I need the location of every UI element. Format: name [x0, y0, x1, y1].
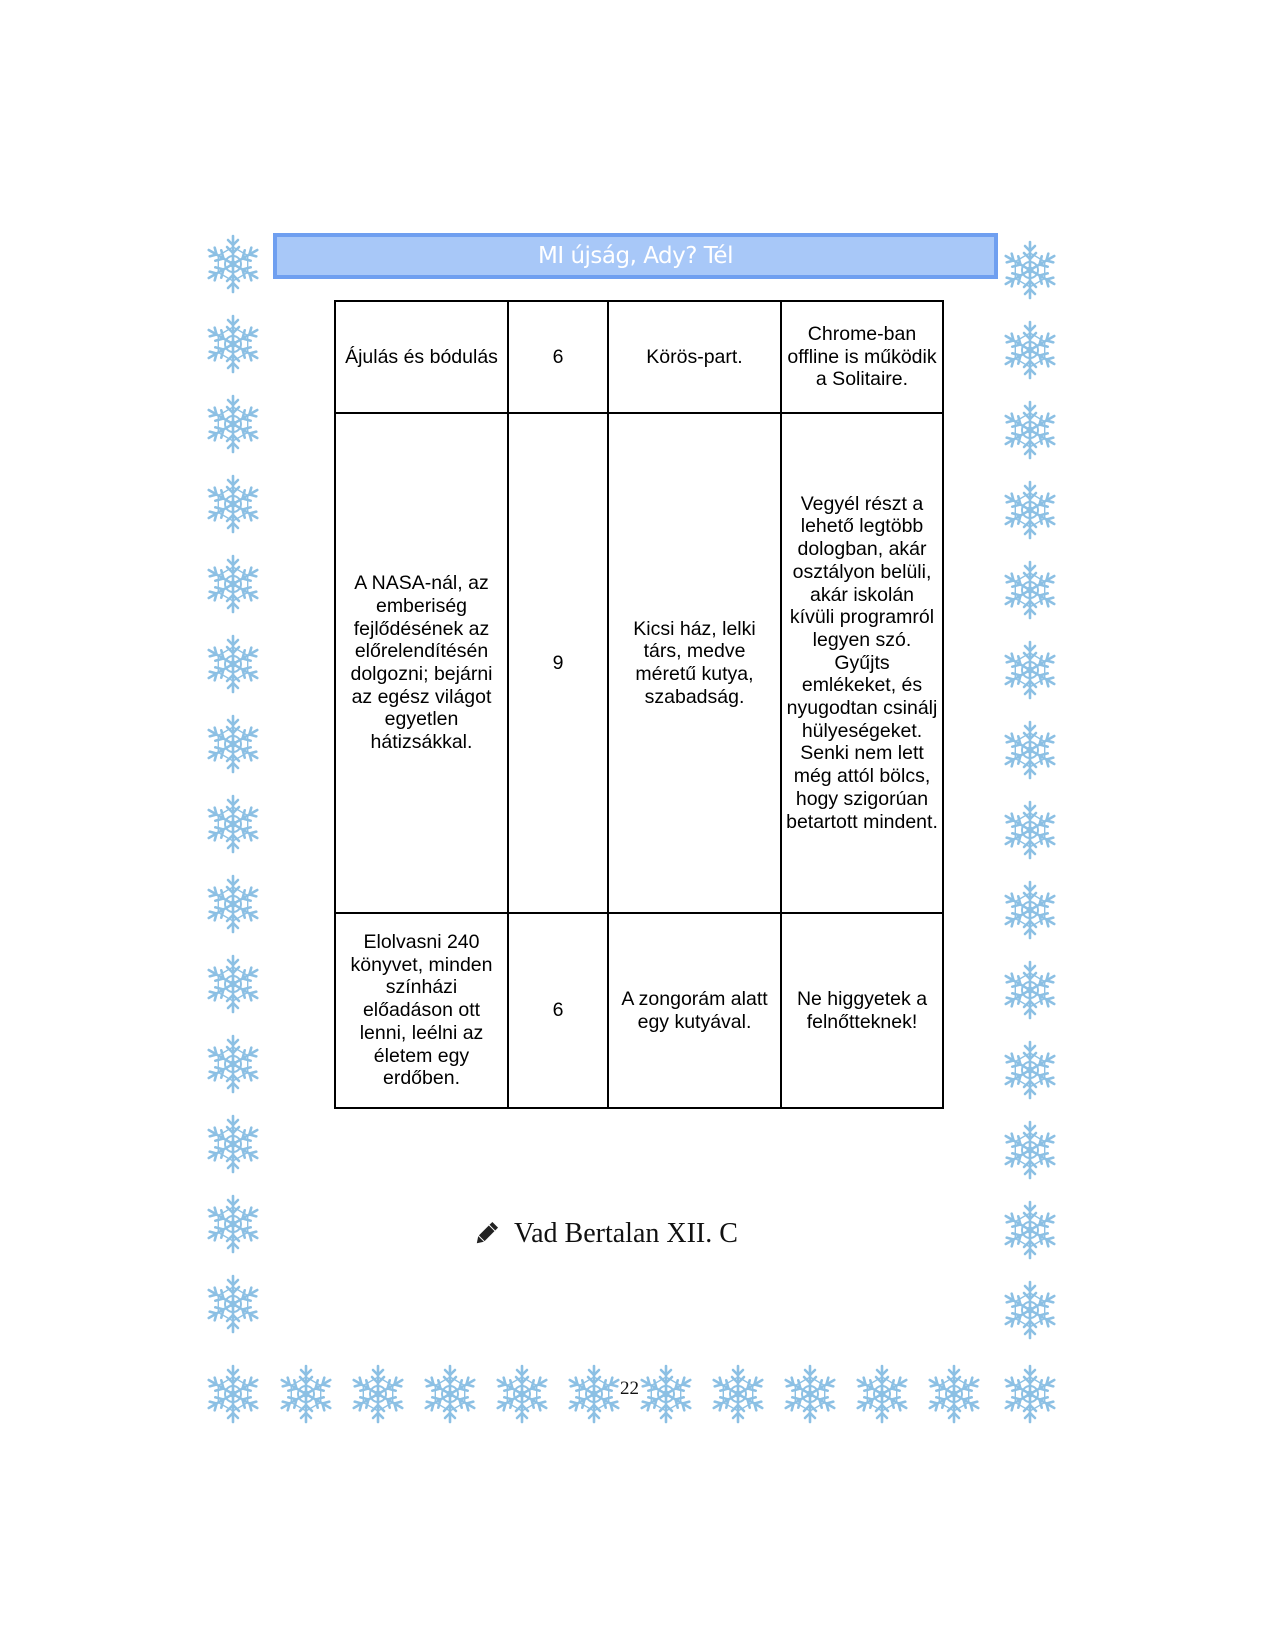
snowflake-icon	[634, 1362, 698, 1426]
header-bar	[273, 233, 998, 279]
author-name: Vad Bertalan XII. C	[514, 1218, 738, 1249]
table-row	[335, 913, 943, 1108]
snowflake-icon	[201, 312, 265, 376]
table-cell: Ájulás és bódulás	[335, 301, 508, 413]
table-cell: Ne higgyetek a felnőtteknek!	[781, 913, 943, 1108]
table-cell: Elolvasni 240 könyvet, minden színházi előadáson ott lenni, leélni az életem egy erdőben.	[335, 913, 508, 1108]
snowflake-icon	[490, 1362, 554, 1426]
snowflake-icon	[998, 398, 1062, 462]
snowflake-icon	[346, 1362, 410, 1426]
snowflake-icon	[562, 1362, 626, 1426]
snowflake-icon	[201, 232, 265, 296]
survey-table	[334, 300, 944, 1109]
snowflake-icon	[201, 472, 265, 536]
snowflake-icon	[998, 238, 1062, 302]
snowflake-icon	[998, 718, 1062, 782]
snowflake-icon	[998, 1362, 1062, 1426]
author-line	[472, 1218, 738, 1250]
snowflake-icon	[201, 1272, 265, 1336]
table-cell: Vegyél részt a lehető legtöbb dologban, akár osztályon belüli, akár iskolán kívüli programról legyen szó. Gyűjts emlékeket, és nyugodtan csinálj hülyeségeket. Senki nem lett még attól bölcs, hogy szigorúan betartott mindent.	[781, 413, 943, 913]
page-number: 22	[620, 1378, 639, 1399]
table-cell: 6	[508, 913, 608, 1108]
snowflake-icon	[998, 1198, 1062, 1262]
snowflake-icon	[998, 798, 1062, 862]
snowflake-icon	[998, 878, 1062, 942]
table-row	[335, 413, 943, 913]
pencil-icon	[472, 1220, 500, 1248]
snowflake-icon	[998, 1038, 1062, 1102]
snowflake-icon	[998, 478, 1062, 542]
snowflake-icon	[998, 958, 1062, 1022]
snowflake-icon	[201, 952, 265, 1016]
table-cell: A zongorám alatt egy kutyával.	[608, 913, 781, 1108]
table-cell: Kicsi ház, lelki társ, medve méretű kutya, szabadság.	[608, 413, 781, 913]
snowflake-icon	[998, 558, 1062, 622]
table-cell: Körös-part.	[608, 301, 781, 413]
snowflake-icon	[201, 392, 265, 456]
snowflake-icon	[201, 1362, 265, 1426]
snowflake-icon	[998, 638, 1062, 702]
table-cell: A NASA-nál, az emberiség fejlődésének az előrelendítésén dolgozni; bejárni az egész világot egyetlen hátizsákkal.	[335, 413, 508, 913]
snowflake-icon	[201, 632, 265, 696]
snowflake-icon	[201, 712, 265, 776]
snowflake-icon	[418, 1362, 482, 1426]
snowflake-icon	[201, 552, 265, 616]
snowflake-icon	[998, 318, 1062, 382]
snowflake-icon	[201, 872, 265, 936]
snowflake-icon	[201, 792, 265, 856]
snowflake-icon	[998, 1118, 1062, 1182]
snowflake-icon	[274, 1362, 338, 1426]
table-row	[335, 301, 943, 413]
table-cell: Chrome-ban offline is működik a Solitaire.	[781, 301, 943, 413]
snowflake-icon	[922, 1362, 986, 1426]
snowflake-icon	[706, 1362, 770, 1426]
snowflake-icon	[850, 1362, 914, 1426]
snowflake-icon	[201, 1192, 265, 1256]
snowflake-icon	[201, 1112, 265, 1176]
snowflake-icon	[998, 1278, 1062, 1342]
table-cell: 9	[508, 413, 608, 913]
snowflake-icon	[201, 1032, 265, 1096]
snowflake-icon	[778, 1362, 842, 1426]
table-cell: 6	[508, 301, 608, 413]
header-title: MI újság, Ady? Tél	[538, 243, 733, 269]
